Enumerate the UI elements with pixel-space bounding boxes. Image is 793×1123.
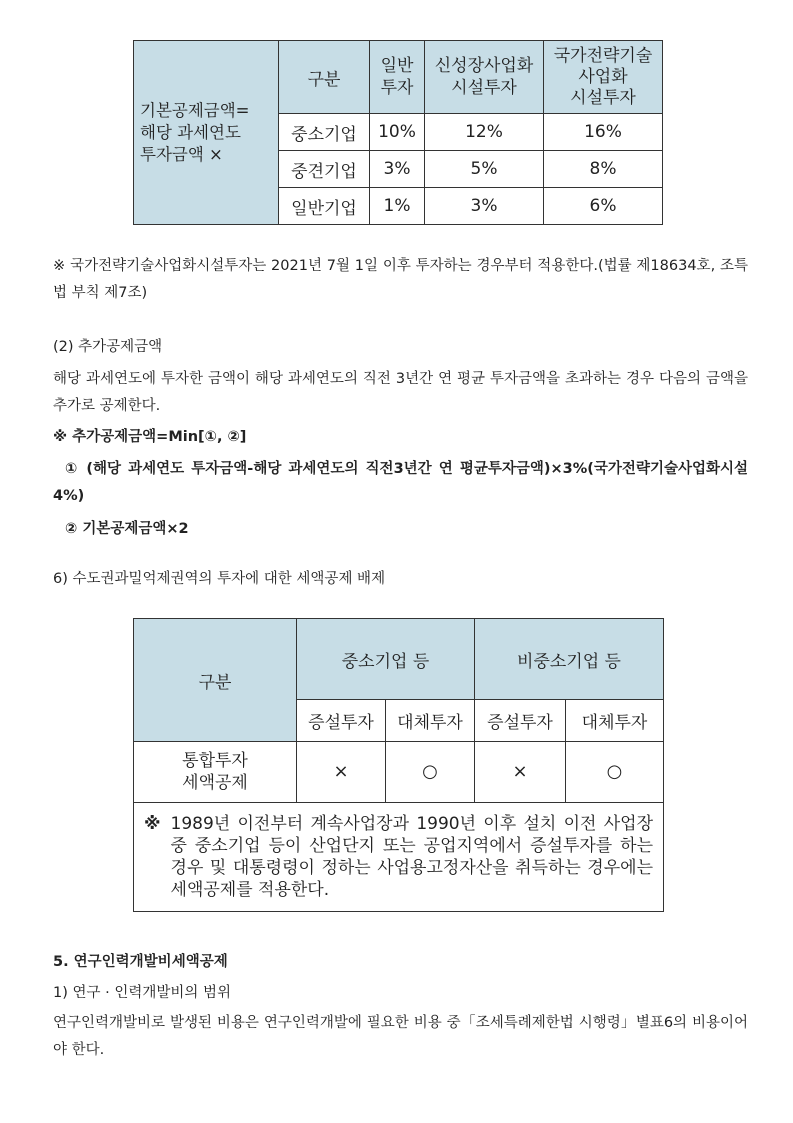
cell-value: × (475, 742, 566, 803)
metropolitan-exclusion-heading: 6) 수도권과밀억제권역의 투자에 대한 세액공제 배제 (53, 571, 386, 587)
col-header-category: 구분 (279, 41, 370, 114)
cell-national: 16% (544, 114, 663, 151)
sme-group-header: 중소기업 등 (297, 619, 475, 700)
sub-header-replacement: 대체투자 (386, 700, 475, 742)
cell-general: 1% (370, 188, 425, 225)
additional-deduction-heading: (2) 추가공제금액 (53, 339, 163, 355)
sub-header-expansion: 증설투자 (475, 700, 566, 742)
cell-value: ○ (566, 742, 664, 803)
metropolitan-exclusion-table (133, 618, 664, 912)
cell-national: 8% (544, 151, 663, 188)
sub-header-replacement: 대체투자 (566, 700, 664, 742)
table-note (134, 803, 664, 912)
row-label: 일반기업 (279, 188, 370, 225)
cell-general: 3% (370, 151, 425, 188)
col-header-national-strategic: 국가전략기술 사업화 시설투자 (544, 41, 663, 114)
basic-deduction-formula-cell: 기본공제금액= 해당 과세연도 투자금액 × (134, 41, 279, 225)
rd-credit-heading: 5. 연구인력개발비세액공제 (53, 954, 228, 970)
cell-new-growth: 12% (425, 114, 544, 151)
additional-deduction-formula: ※ 추가공제금액=Min[①, ②] (53, 429, 247, 445)
row-label: 중견기업 (279, 151, 370, 188)
row-label: 통합투자 세액공제 (134, 742, 297, 803)
cell-national: 6% (544, 188, 663, 225)
national-strategic-note: ※ 국가전략기술사업화시설투자는 2021년 7월 1일 이후 투자하는 경우부터 적용한다.(법률 제18634호, 조특법 부칙 제7조) (53, 258, 748, 301)
cell-value: ○ (386, 742, 475, 803)
note-text: 1989년 이전부터 계속사업장과 1990년 이후 설치 이전 사업장 중 중소기업 등이 산업단지 또는 공업지역에서 증설투자를 하는 경우 및 대통령령이 정하는 사업용고정자산을 취득하는 경우에는 세액공제를 적용한다. (170, 814, 653, 900)
rd-scope-subheading: 1) 연구 · 인력개발비의 범위 (53, 985, 231, 1001)
category-header: 구분 (134, 619, 297, 742)
basic-deduction-table (133, 40, 663, 225)
col-header-new-growth: 신성장사업화 시설투자 (425, 41, 544, 114)
formula-item-1: ① (해당 과세연도 투자금액-해당 과세연도의 직전3년간 연 평균투자금액)×3%(국가전략기술사업화시설 4%) (53, 461, 748, 504)
non-sme-group-header: 비중소기업 등 (475, 619, 664, 700)
rd-scope-body: 연구인력개발비로 발생된 비용은 연구인력개발에 필요한 비용 중「조세특례제한법 시행령」별표6의 비용이어야 한다. (53, 1015, 748, 1058)
formula-item-2: ② 기본공제금액×2 (65, 521, 189, 537)
col-header-general: 일반 투자 (370, 41, 425, 114)
cell-new-growth: 5% (425, 151, 544, 188)
row-label: 중소기업 (279, 114, 370, 151)
cell-value: × (297, 742, 386, 803)
cell-general: 10% (370, 114, 425, 151)
cell-new-growth: 3% (425, 188, 544, 225)
note-mark: ※ (144, 814, 161, 834)
sub-header-expansion: 증설투자 (297, 700, 386, 742)
additional-deduction-body: 해당 과세연도에 투자한 금액이 해당 과세연도의 직전 3년간 연 평균 투자금액을 초과하는 경우 다음의 금액을 추가로 공제한다. (53, 371, 748, 414)
